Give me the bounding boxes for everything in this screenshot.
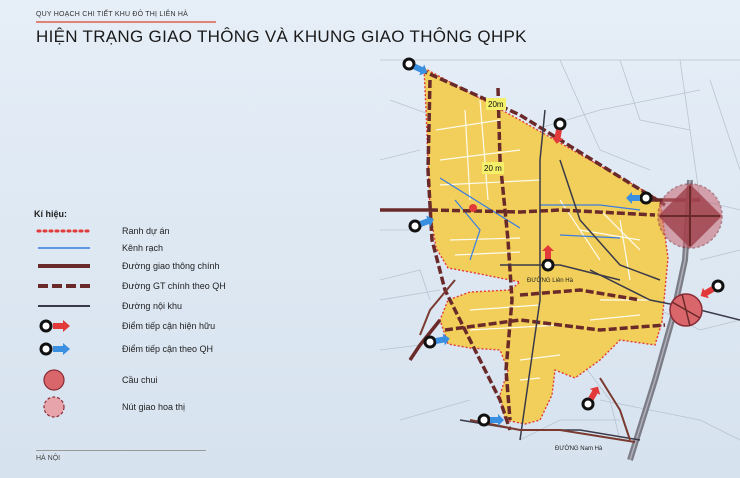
cloverleaf-interchange [658, 184, 722, 248]
footer-divider [36, 450, 206, 451]
road-width-label-1 [486, 98, 506, 110]
slide-subtitle: QUY HOẠCH CHI TIẾT KHU ĐÔ THỊ LIÊN HÀ [36, 11, 188, 18]
svg-text:20m: 20m [488, 100, 504, 109]
red-circle-icon [36, 369, 92, 391]
street-label-lien-ha: ĐƯỜNG Liên Hà [527, 278, 573, 284]
legend-item-project-boundary: Ranh dự án [36, 223, 170, 239]
blue-line-icon [36, 240, 92, 256]
svg-text:20 m: 20 m [484, 164, 502, 173]
legend-item-main-road: Đường giao thông chính [36, 258, 220, 274]
thin-dark-line-icon [36, 298, 92, 314]
dark-red-solid-line-icon [36, 258, 92, 274]
legend-item-planned-main-road: Đường GT chính theo QH [36, 278, 226, 294]
street-label-nam-ha: ĐƯỜNG Nam Hà [555, 446, 603, 452]
underpass-circle [670, 294, 702, 326]
red-arrow-icon [36, 318, 92, 334]
legend-item-cloverleaf: Nút giao hoa thị [36, 396, 185, 418]
project-area [424, 68, 668, 424]
planned-node-marker [469, 204, 477, 212]
legend-item-internal-road: Đường nội khu [36, 298, 182, 314]
page-title: HIỆN TRẠNG GIAO THÔNG VÀ KHUNG GIAO THÔNG QHPK [36, 27, 527, 46]
legend-item-underpass: Cầu chui [36, 369, 158, 391]
legend-item-existing-access: Điểm tiếp cận hiện hữu [36, 318, 215, 334]
legend-item-canal: Kênh rạch [36, 240, 163, 256]
road-width-label-2 [482, 162, 504, 174]
dark-red-dashed-line-icon [36, 278, 92, 294]
red-dotted-line-icon [36, 223, 92, 239]
blue-arrow-icon [36, 341, 92, 357]
legend-heading: Kí hiệu: [34, 209, 67, 219]
pink-dashed-circle-icon [36, 396, 92, 418]
footer-city: HÀ NỘI [36, 455, 61, 462]
legend-item-planned-access: Điểm tiếp cận theo QH [36, 341, 213, 357]
